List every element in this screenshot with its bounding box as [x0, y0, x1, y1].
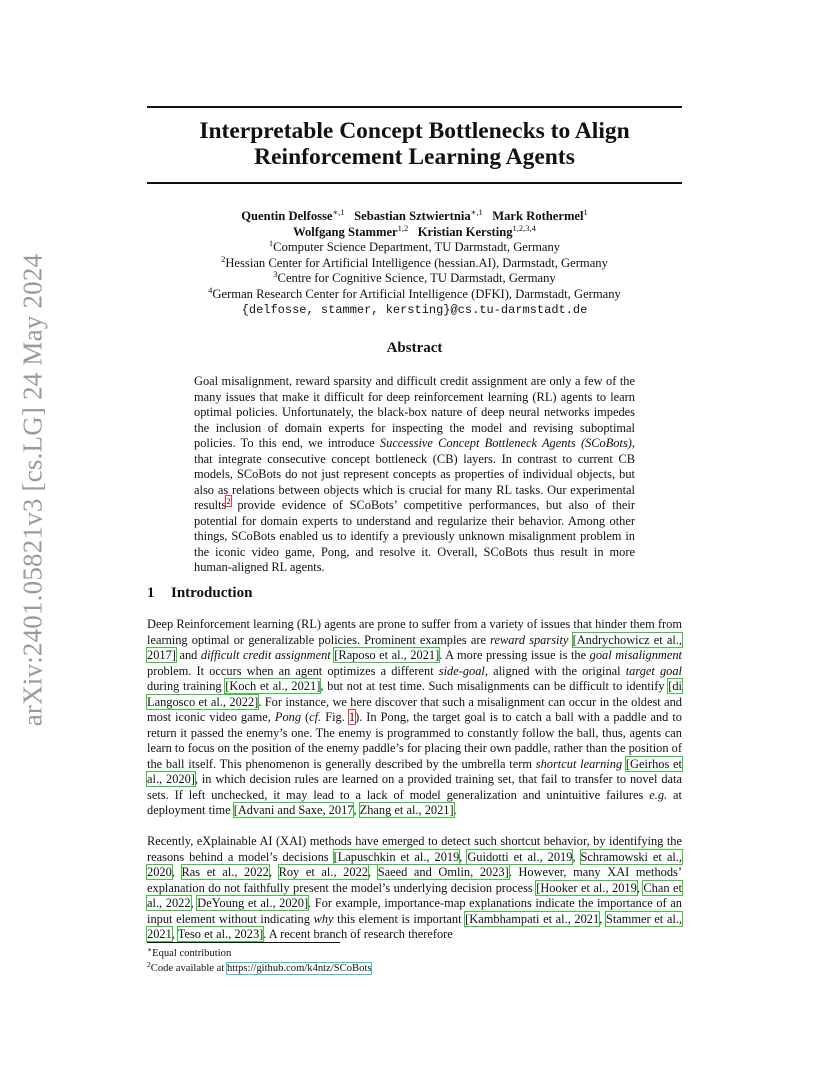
citation-link[interactable]: Zhang et al., 2021] — [359, 803, 454, 817]
title-top-rule — [147, 106, 682, 108]
affiliation: $^1$Computer Science Department, TU Darmstadt, Germany — [268, 238, 561, 255]
citation-link[interactable]: [Geirhos et al., 2020] — [147, 756, 682, 786]
footnote-1: ∗Equal contribution — [147, 945, 232, 959]
title-line-2: Reinforcement Learning Agents — [254, 144, 575, 170]
footnote-link[interactable]: 2 — [226, 496, 231, 506]
author-name: Mark Rothermel — [492, 209, 584, 223]
citation-link[interactable]: [Andrychowicz et al., 2017] — [147, 632, 682, 662]
title-line-1: Interpretable Concept Bottlenecks to Align — [199, 118, 630, 144]
abstract-text: Goal misalignment, reward sparsity and difficult credit assignment are only a few of the many issues that make it difficult for deep reinforcement learning (RL) agents to learn optimal policies. Unfortunately, the black-box nature of deep neural networks impedes the inclusion of domain experts for inspecting the model and revising suboptimal policies. To this end, we introduce Successive Concept Bottleneck Agents (SCoBots), that integrate consecutive concept bottleneck (CB) layers. In contrast to current CB models, SCoBots do not just represent concepts as properties of individual objects, but also as relations between objects which is crucial for many RL tasks. Our experimental results$^2$ provide evidence of SCoBots’ competitive performances, but also of their potential for domain experts to understand and regularize their behavior. Among other things, SCoBots enabled us to identify a previously unknown misalignment problem in the iconic video game, Pong, and resolve it. Overall, SCoBots thus result in more human-aligned RL agents. — [194, 374, 635, 574]
author-affil-mark: 1,2 — [397, 222, 409, 233]
author-affil-mark: 1 — [583, 207, 588, 217]
author-block — [147, 209, 682, 318]
author-affil-mark: ∗,1 — [332, 207, 345, 217]
footnote-rule — [147, 942, 340, 943]
arxiv-watermark — [13, 253, 53, 727]
author-name: Kristian Kersting — [417, 224, 513, 239]
section-heading — [147, 585, 682, 602]
author-name: Wolfgang Stammer — [293, 224, 398, 239]
author-affil-mark: 1,2,3,4 — [512, 222, 536, 233]
section-title: Introduction — [171, 585, 253, 601]
figure-ref-link[interactable]: 1 — [348, 710, 356, 724]
abstract-heading: Abstract — [386, 340, 443, 356]
citation-link[interactable]: Chan et al., 2022 — [147, 880, 682, 910]
citation-link[interactable]: [di Langosco et al., 2022] — [147, 679, 682, 709]
intro-paragraph-2: Recently, eXplainable AI (XAI) methods have emerged to detect such shortcut behavior, by identifying the reasons behind a model’s decisions [Lapuschkin et al., 2019, Guidotti et al., 2019, Schramowski et al., 2020, Ras et al., 2022, Roy et al., 2022, Saeed and Omlin, 2023]. However, many XAI methods’ explanation do not faithfully present the model’s underlying decision process [Hooker et al., 2019, Chan et al., 2022, DeYoung et al., 2020]. For example, importance-map explanations indicate the importance of an input element without indicating why this element is important [Kambhampati et al., 2021, Stammer et al., 2021, Teso et al., 2023]. A recent branch of research therefore — [147, 834, 683, 941]
citation-link[interactable]: Saeed and Omlin, 2023] — [377, 865, 509, 879]
citation-link[interactable]: DeYoung et al., 2020] — [197, 896, 309, 910]
title-bottom-rule — [147, 182, 682, 184]
code-url-link[interactable]: https://github.com/k4ntz/SCoBots — [226, 962, 372, 974]
citation-link[interactable]: Ras et al., 2022 — [181, 865, 269, 879]
citation-link[interactable]: [Advani and Saxe, 2017 — [233, 803, 354, 817]
citation-link[interactable]: [Lapuschkin et al., 2019 — [333, 849, 460, 864]
citation-link[interactable]: [Hooker et al., 2019 — [536, 880, 637, 895]
author-name: Sebastian Sztwiertnia — [354, 209, 471, 223]
footnotes — [147, 947, 682, 976]
author-line-2 — [147, 222, 682, 241]
author-email: {delfosse, stammer, kersting}@cs.tu-darmstadt.de — [241, 302, 588, 317]
section-number: 1 — [147, 585, 155, 601]
footnote-2: $^2$Code available at https://github.com/k4ntz/SCoBots — [147, 959, 372, 974]
citation-link[interactable]: [Kambhampati et al., 2021 — [465, 911, 600, 926]
affiliation: $^3$Centre for Cognitive Science, TU Darmstadt, Germany — [273, 269, 556, 286]
affiliation: $^4$German Research Center for Artificial Intelligence (DFKI), Darmstadt, Germany — [208, 284, 621, 301]
citation-link[interactable]: Stammer et al., 2021 — [147, 911, 682, 941]
citation-link[interactable]: Schramowski et al., 2020 — [147, 849, 682, 879]
intro-paragraph-1: Deep Reinforcement learning (RL) agents are prone to suffer from a variety of issues that hinder them from learning optimal or generalizable policies. Prominent examples are reward sparsity [Andrychowicz et al., 2017] and difficult credit assignment [Raposo et al., 2021]. A more pressing issue is the goal misalignment problem. It occurs when an agent optimizes a different side-goal, aligned with the original target goal during training [Koch et al., 2021], but not at test time. Such misalignments can be difficult to identify [di Langosco et al., 2022]. For instance, we here discover that such a misalignment can occur in the oldest and most iconic video game, Pong (cf. Fig. 1). In Pong, the target goal is to catch a ball with a paddle and to return it passed the enemy’s one. The enemy is programmed to constantly follow the ball, thus, agents can learn to focus on the position of the enemy paddle’s for placing their own paddle, rather than the position of the ball itself. This phenomenon is generally described by the umbrella term shortcut learning [Geirhos et al., 2020], in which decision rules are learned on a provided training set, that fail to transfer to novel data sets. If left unchecked, it may lead to a lack of model generalization and unintuitive failures e.g. at deployment time [Advani and Saxe, 2017, Zhang et al., 2021]. — [147, 617, 683, 817]
affiliation: $^2$Hessian Center for Artificial Intelligence (hessian.AI), Darmstadt, Germany — [221, 253, 608, 270]
citation-link[interactable]: [Koch et al., 2021] — [225, 679, 321, 693]
arxiv-id-text: arXiv:2401.05821v3 [cs.LG] 24 May 2024 — [17, 253, 48, 727]
citation-link[interactable]: [Raposo et al., 2021] — [334, 648, 440, 662]
citation-link[interactable]: Guidotti et al., 2019 — [467, 849, 573, 864]
author-affil-mark: ∗,1 — [470, 207, 483, 217]
paper-title — [147, 118, 682, 170]
citation-link[interactable]: Teso et al., 2023] — [177, 927, 264, 941]
citation-link[interactable]: Roy et al., 2022 — [278, 865, 368, 879]
author-name: Quentin Delfosse — [241, 209, 333, 223]
author-line-1 — [147, 209, 682, 225]
